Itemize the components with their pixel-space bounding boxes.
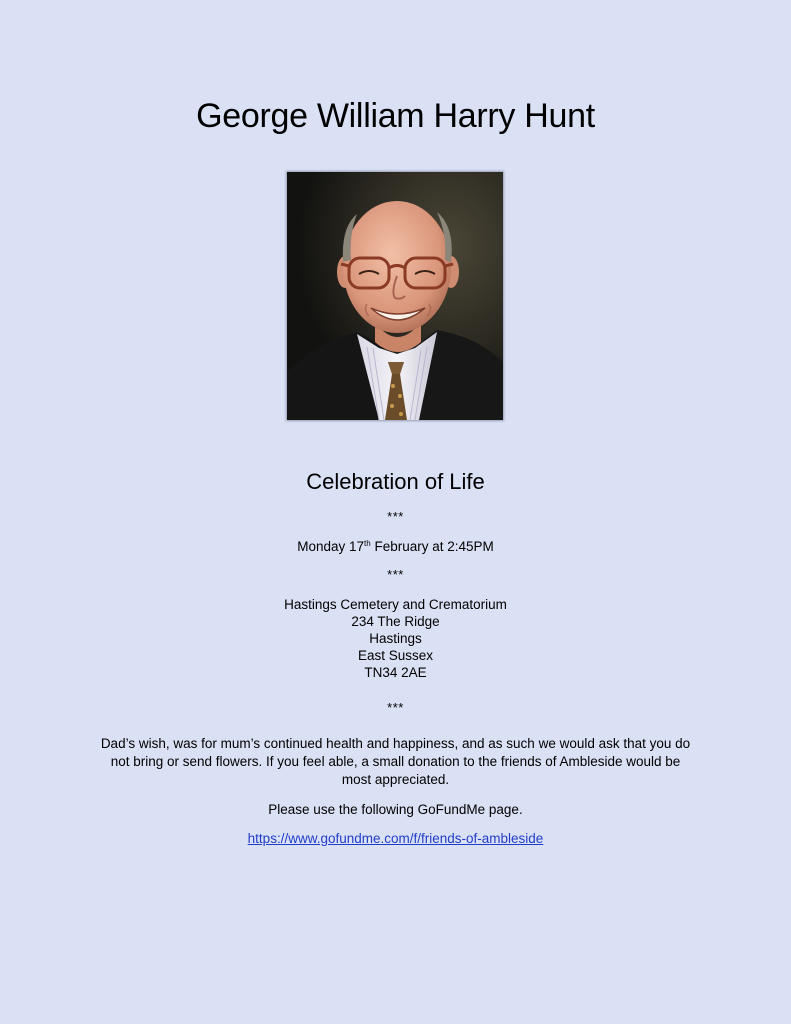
separator-2: ***	[387, 567, 404, 582]
address-line-town: Hastings	[369, 631, 422, 646]
gofundme-link[interactable]: https://www.gofundme.com/f/friends-of-ambleside	[247, 831, 544, 846]
venue-address	[0, 596, 791, 681]
event-date-ordinal: th	[364, 539, 371, 548]
event-date-day: Monday 17	[297, 539, 365, 554]
portrait-photo	[287, 172, 503, 420]
address-line-county: East Sussex	[357, 648, 434, 663]
gofundme-link-row	[0, 830, 791, 847]
wish-paragraph: Dad’s wish, was for mum’s continued health and happiness, and as such we would ask that you do not bring or send flowers. If you feel able, a small donation to the friends of Ambleside would be most appreciated.	[100, 736, 691, 787]
event-date-rest: February at 2:45PM	[370, 539, 494, 554]
address-line-street: 234 The Ridge	[351, 614, 440, 629]
gofundme-intro: Please use the following GoFundMe page.	[268, 802, 523, 817]
portrait-photo-image	[287, 172, 503, 420]
separator-1: ***	[387, 509, 404, 524]
event-date	[0, 538, 791, 555]
page-title: George William Harry Hunt	[196, 97, 595, 135]
event-heading: Celebration of Life	[306, 469, 485, 494]
address-line-postcode: TN34 2AE	[364, 665, 427, 680]
address-line-venue: Hastings Cemetery and Crematorium	[284, 597, 507, 612]
separator-3: ***	[387, 700, 404, 715]
